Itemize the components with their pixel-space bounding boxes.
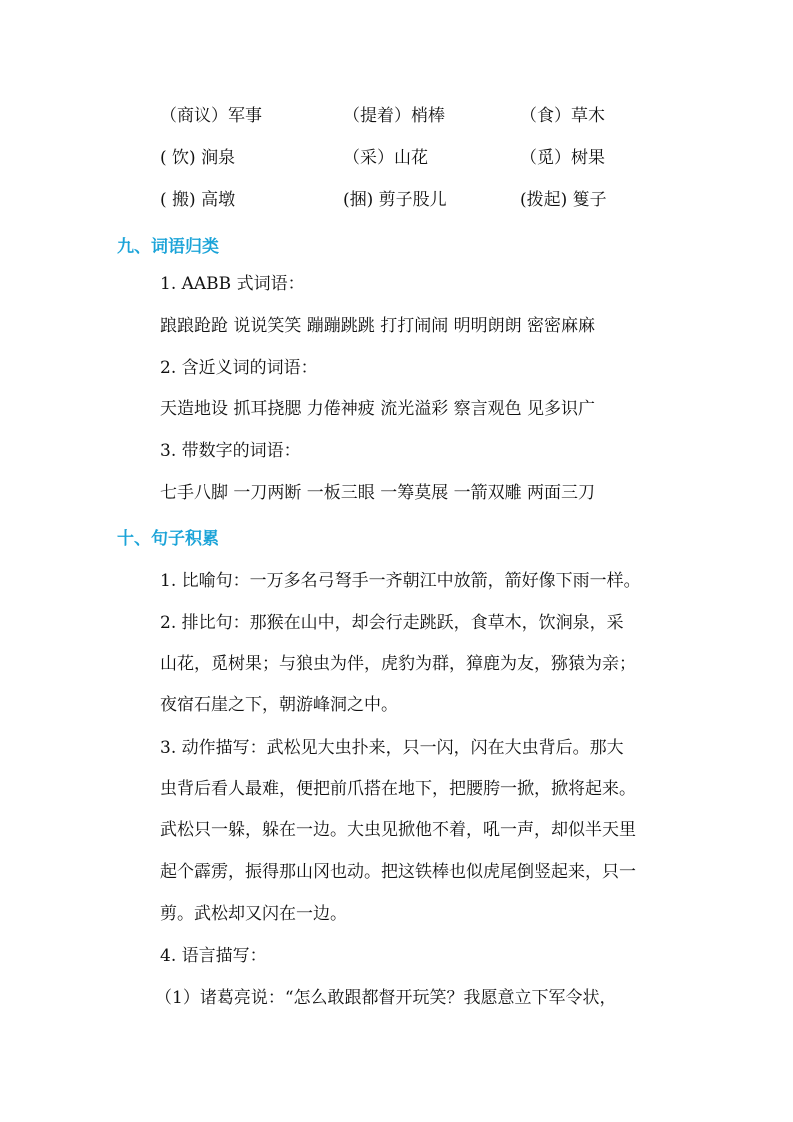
item-label: 1. AABB 式词语： — [160, 274, 305, 294]
word-cell: （觅）树果 — [520, 148, 605, 168]
section-heading-9: 九、词语归类 — [117, 237, 219, 257]
sentence-action-cont: 起个霹雳，振得那山冈也动。把这铁棒也似虎尾倒竖起来，只一 — [160, 862, 636, 882]
item-label: 3. 带数字的词语： — [160, 441, 301, 461]
item-label: 4. 语言描写： — [160, 946, 267, 966]
sentence-action-cont: 武松只一躲，躲在一边。大虫见掀他不着，吼一声，却似半天里 — [160, 820, 636, 840]
sentence-dialogue: （1）诸葛亮说：“怎么敢跟都督开玩笑？我愿意立下军令状， — [155, 988, 617, 1008]
sentence-parallel-cont: 山花，觅树果；与狼虫为伴，虎豹为群，獐鹿为友，猕猿为亲； — [160, 654, 636, 674]
word-cell: （提着）梢棒 — [343, 106, 445, 126]
sentence-action: 3. 动作描写：武松见大虫扑来，只一闪，闪在大虫背后。那大 — [160, 738, 624, 758]
section-heading-10: 十、句子积累 — [117, 529, 219, 549]
word-list: 天造地设 抓耳挠腮 力倦神疲 流光溢彩 察言观色 见多识广 — [160, 399, 596, 419]
word-list: 七手八脚 一刀两断 一板三眼 一筹莫展 一箭双雕 两面三刀 — [160, 483, 596, 503]
sentence-parallel: 2. 排比句：那猴在山中，却会行走跳跃，食草木，饮涧泉，采 — [160, 613, 624, 633]
word-cell: （食）草木 — [520, 106, 605, 126]
sentence-action-cont: 剪。武松却又闪在一边。 — [160, 904, 347, 924]
sentence-simile: 1. 比喻句：一万多名弓弩手一齐朝江中放箭，箭好像下雨一样。 — [160, 571, 641, 591]
word-cell: （商议）军事 — [160, 106, 262, 126]
sentence-action-cont: 虫背后看人最难，便把前爪搭在地下，把腰胯一掀，掀将起来。 — [160, 779, 636, 799]
sentence-parallel-cont: 夜宿石崖之下，朝游峰洞之中。 — [160, 695, 398, 715]
item-label: 2. 含近义词的词语： — [160, 358, 318, 378]
word-cell: （采）山花 — [343, 148, 428, 168]
word-cell: ( 搬) 高墩 — [160, 190, 236, 210]
word-cell: (拨起) 篗子 — [520, 190, 607, 210]
word-cell: (捆) 剪子股儿 — [343, 190, 447, 210]
word-list: 踉踉跄跄 说说笑笑 蹦蹦跳跳 打打闹闹 明明朗朗 密密麻麻 — [160, 316, 596, 336]
word-cell: ( 饮) 涧泉 — [160, 148, 236, 168]
